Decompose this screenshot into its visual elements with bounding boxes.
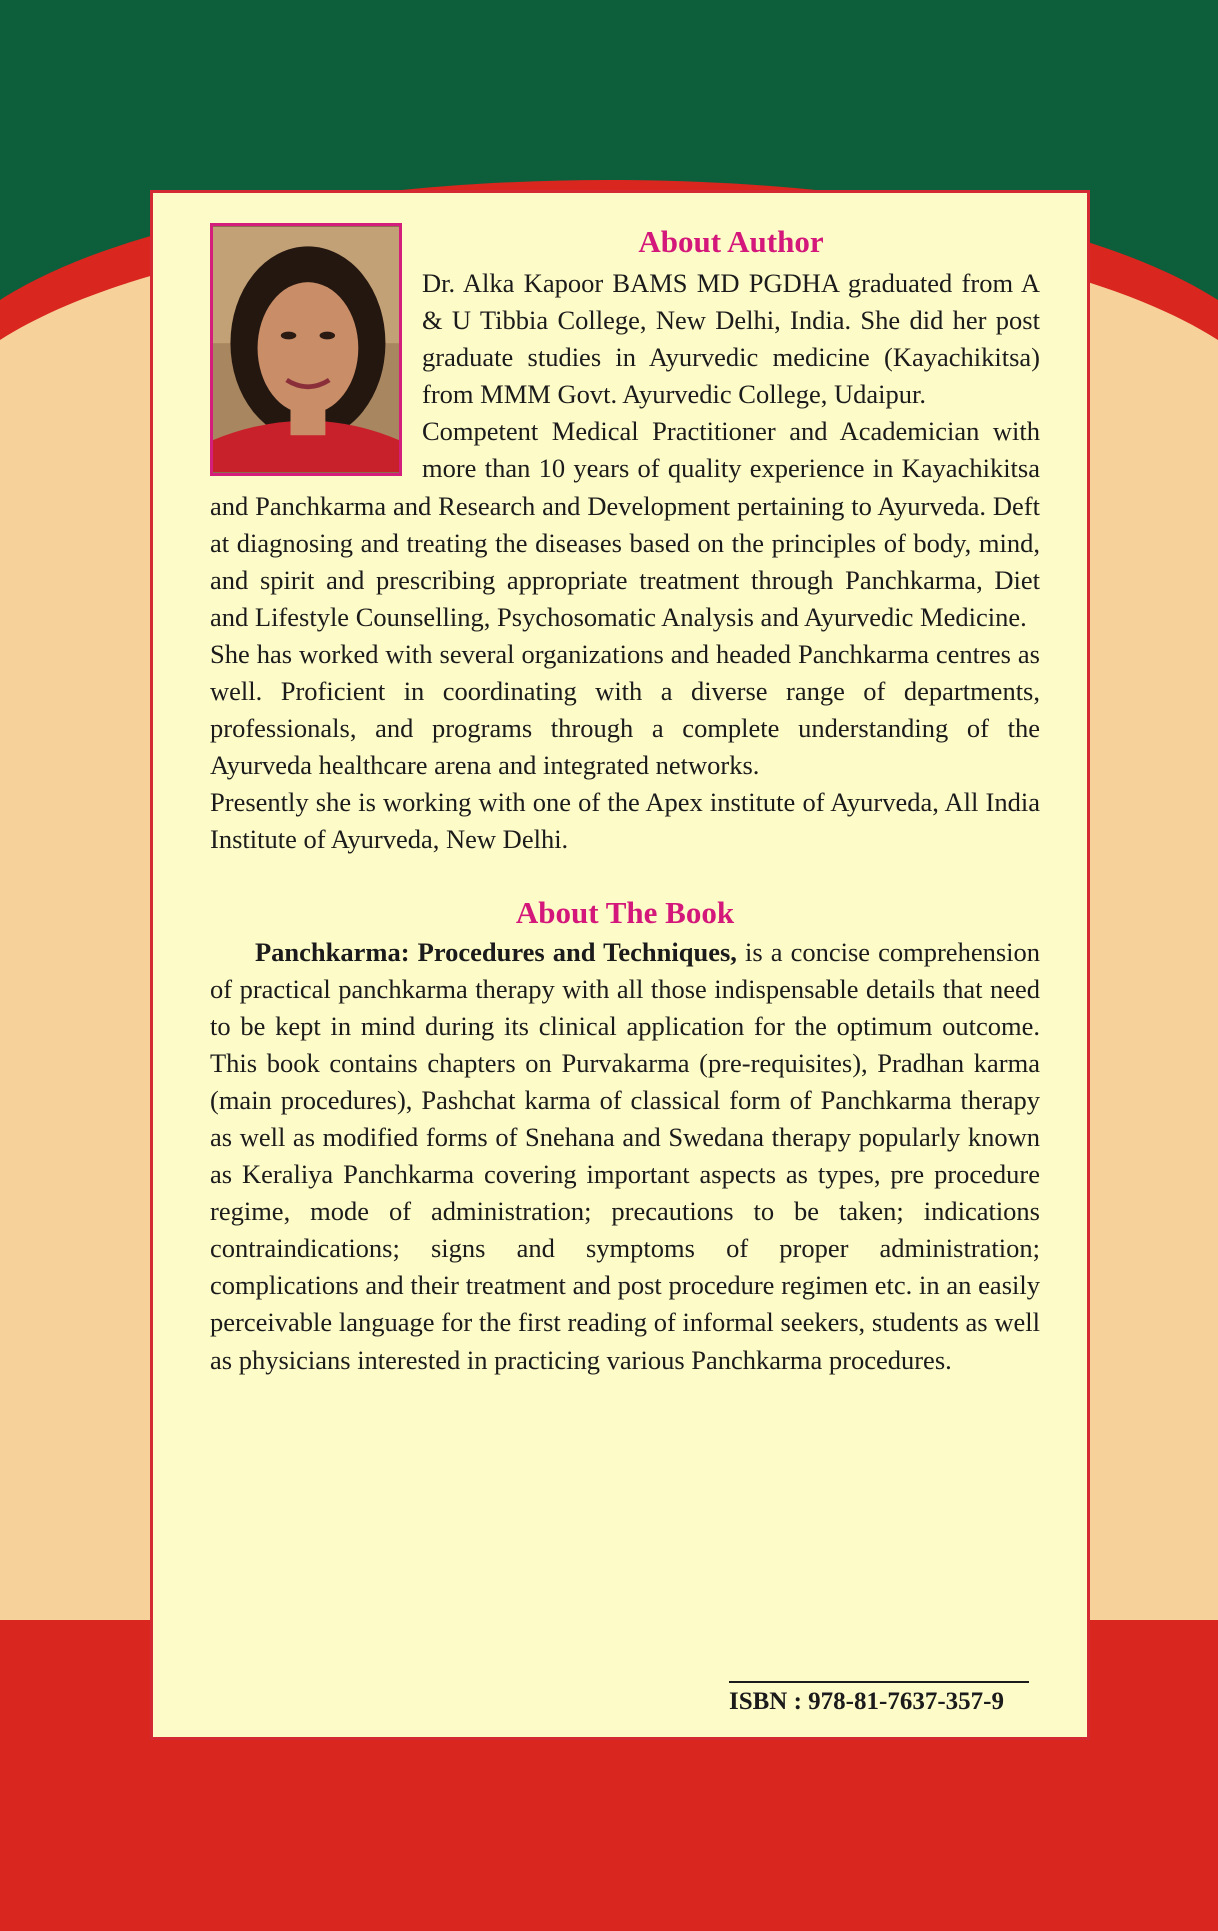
about-author-heading: About Author — [638, 224, 824, 259]
text-panel — [150, 190, 1090, 1740]
author-paragraph-1: Dr. Alka Kapoor BAMS MD PGDHA graduated from A & U Tibbia College, New Delhi, India. She did her post graduate studies in Ayurvedic medicine (Kayachikitsa) from MMM Govt. Ayurvedic College, Udaipur. — [422, 268, 1040, 410]
author-photo — [210, 223, 402, 476]
isbn: ISBN : 978-81-7637-357-9 — [729, 1681, 1029, 1718]
author-paragraph-4: Presently she is working with one of the Apex institute of Ayurveda, All India Institute of Ayurveda, New Delhi. — [210, 787, 1040, 855]
about-book-heading: About The Book — [515, 894, 735, 930]
book-description-text: is a concise comprehension of practical panchkarma therapy with all those indispensable details that need to be kept in mind during its clinical application for the optimum outcome. This book contains chapters on Purvakarma (pre-requisites), Pradhan karma (main procedures), Pashchat karma of classical form of Panchkarma therapy as well as modified forms of Snehana and Swedana therapy popularly known as Keraliya Panchkarma covering important aspects as types, pre procedure regime, mode of administration; precautions to be taken; indications contraindications; signs and symptoms of proper administration; complications and their treatment and post procedure regimen etc. in an easily perceivable language for the first reading of informal seekers, students as well as physicians interested in practicing various Panchkarma procedures. — [210, 936, 1041, 1375]
author-paragraph-2: Competent Medical Practitioner and Academician with more than 10 years of quality experience in Kayachikitsa and Panchkarma and Research and Development pertaining to Ayurveda. Deft at diagnosing and treating the diseases based on the principles of body, mind, and spirit and prescribing appropriate treatment through Panchkarma, Diet and Lifestyle Counselling, Psychosomatic Analysis and Ayurvedic Medicine. — [210, 416, 1040, 632]
author-portrait-icon — [213, 226, 399, 473]
book-description — [210, 934, 1040, 1379]
panel-content — [210, 221, 1040, 1379]
author-paragraph-3: She has worked with several organizations and headed Panchkarma centres as well. Proficient in coordinating with a diverse range of departments, professionals, and programs through a complete understanding of the Ayurveda healthcare arena and integrated networks. — [210, 638, 1040, 781]
book-title: Panchkarma: Procedures and Techniques, — [255, 936, 737, 967]
